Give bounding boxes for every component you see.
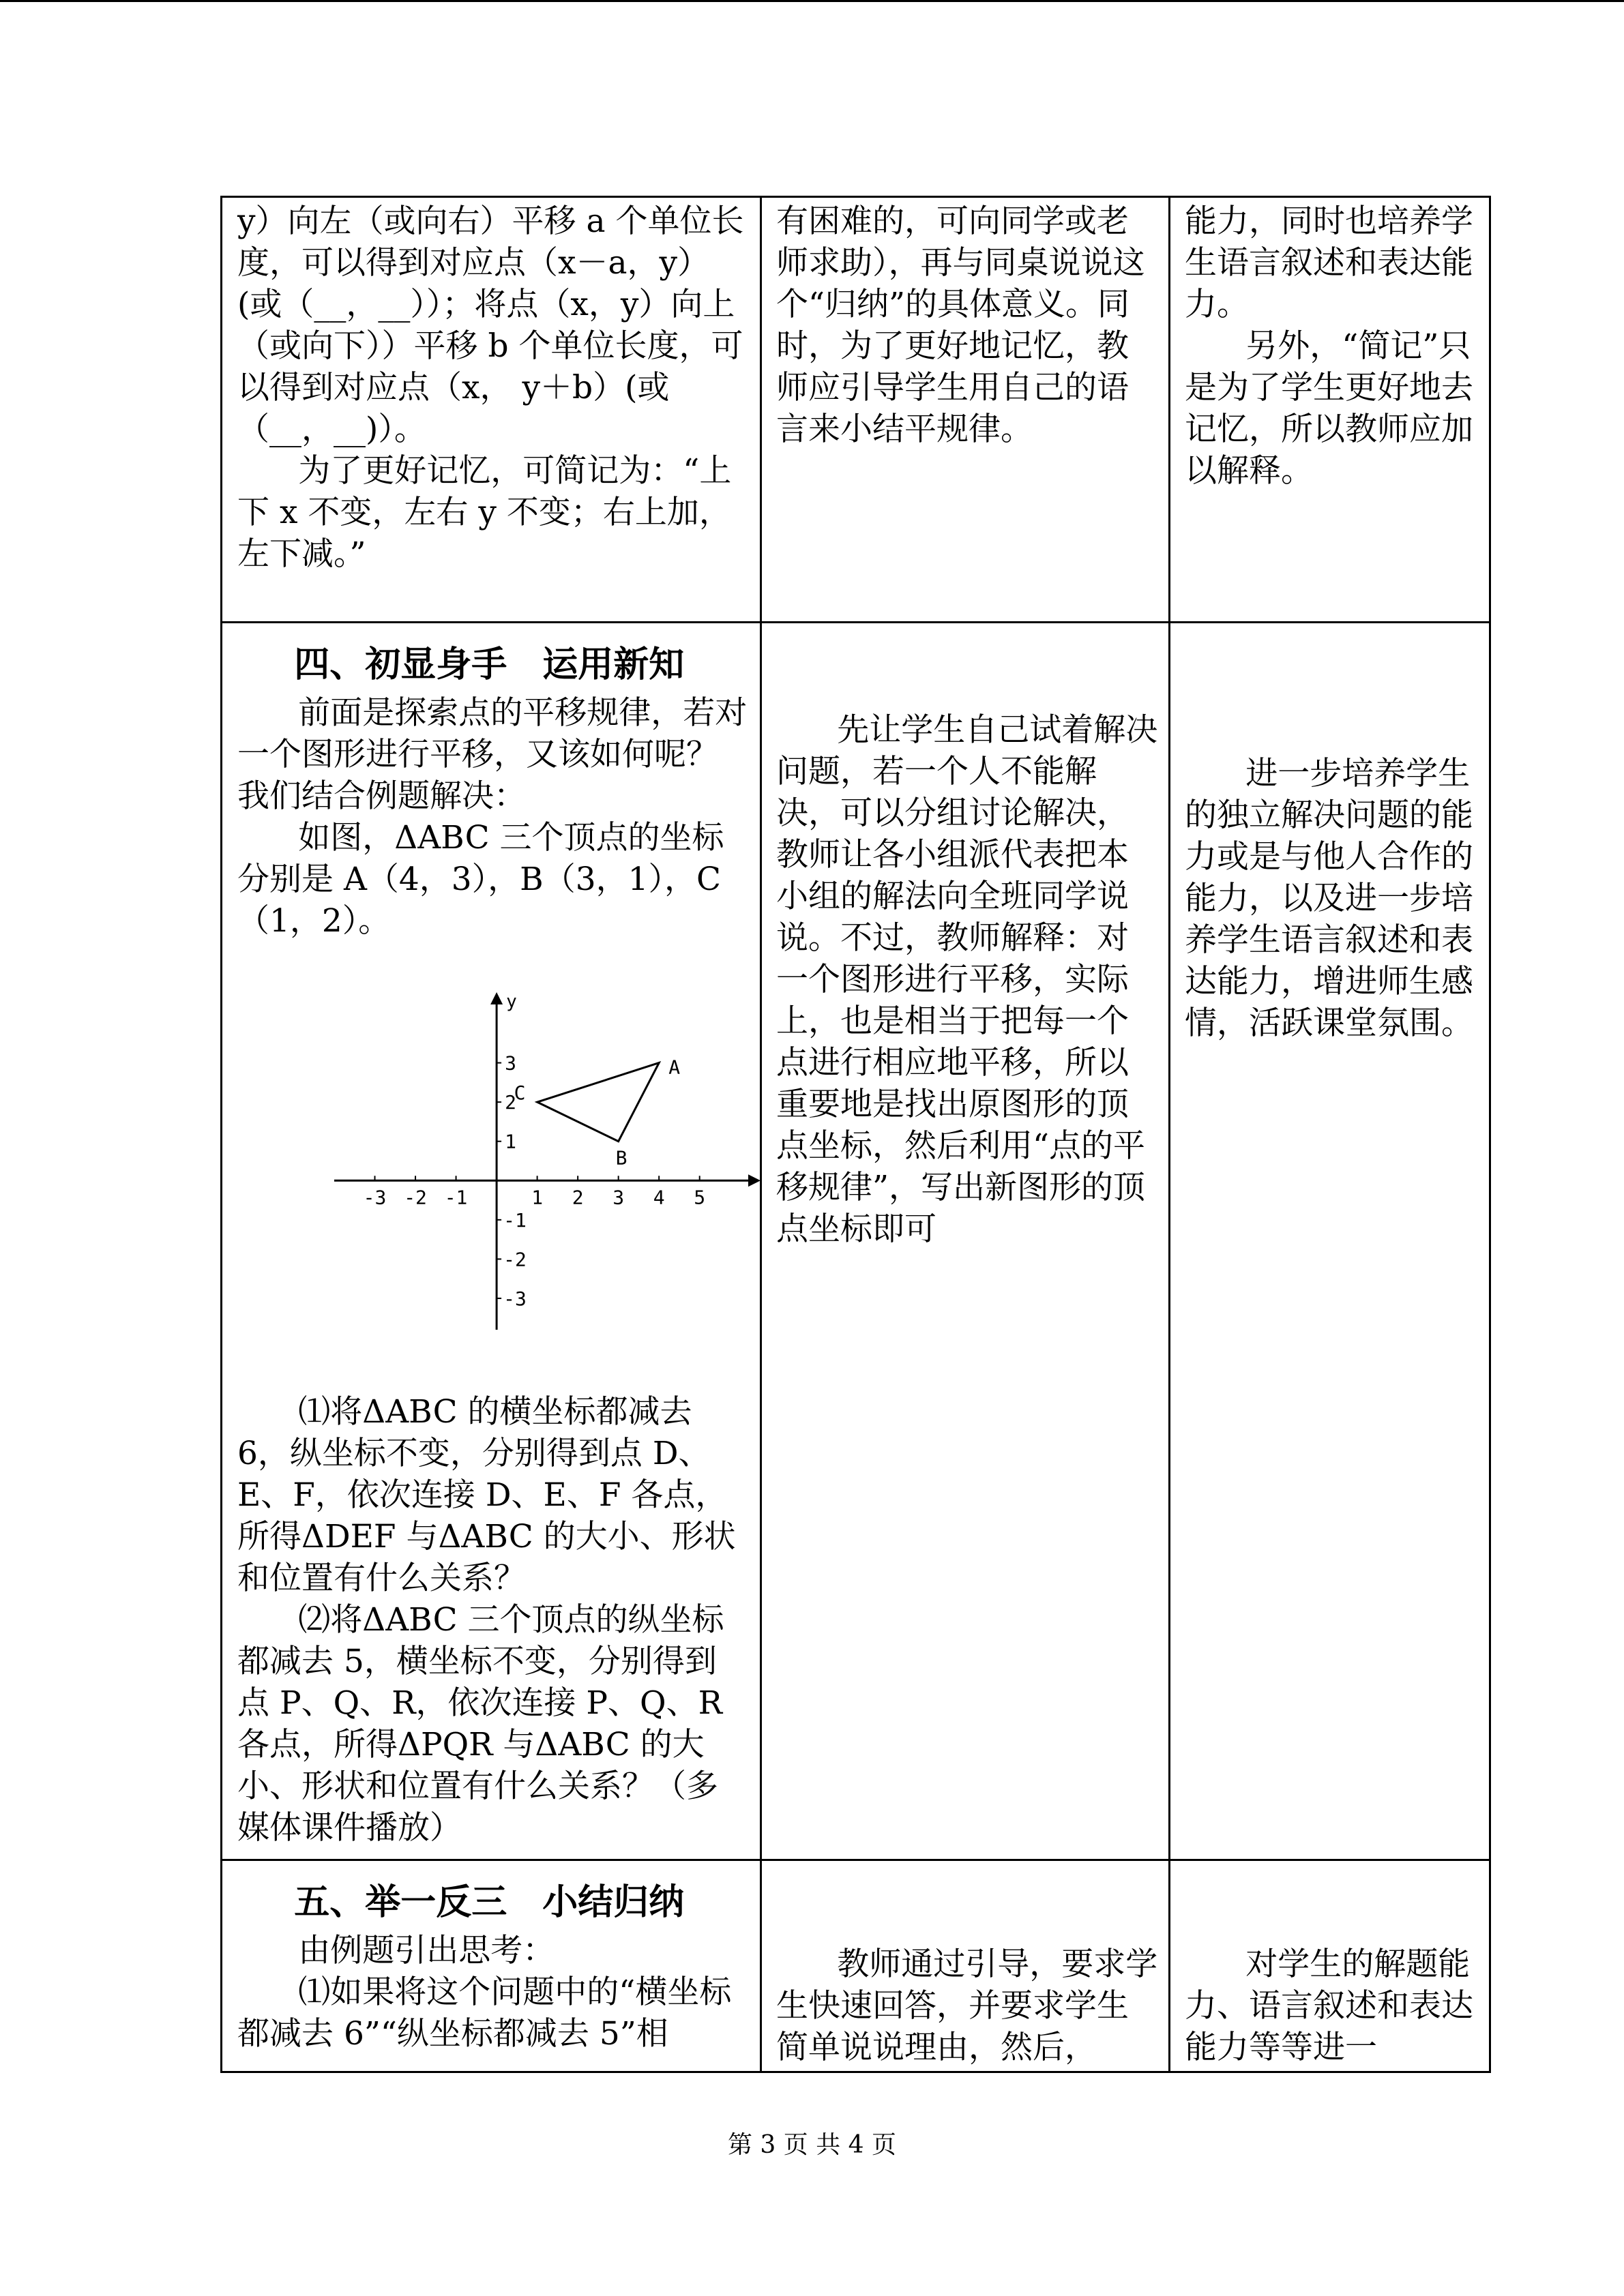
y-tick-label: 2	[505, 1091, 516, 1114]
triangle-outline	[537, 1063, 660, 1142]
row2-col1-para-1: 前面是探索点的平移规律，若对一个图形进行平移，又该如何呢？我们结合例题解决：	[237, 694, 748, 815]
row2-col3-para-1: 进一步培养学生的独立解决问题的能力或是与他人合作的能力，以及进一步培养学生语言叙述和表达能力，增进师生感情，活跃课堂氛围。	[1185, 755, 1473, 1042]
row1-col2	[776, 200, 1158, 450]
row2-col2-para-1: 先让学生自己试着解决问题，若一个人不能解决，可以分组讨论解决，教师让各小组派代表把本小组的解法向全班同学说说。不过，教师解释：对一个图形进行平移，实际上，也是相当于把每一个点进行相应地平移，所以重要地是找出原图形的顶点坐标，然后利用“点的平移规律”，写出新图形的顶点坐标即可	[776, 711, 1158, 1248]
row2-col1-para-2: 如图，ΔABC 三个顶点的坐标分别是 A（4，3），B（3，1），C（1，2）。	[237, 819, 724, 940]
row3-col1-para-2: ⑴如果将这个问题中的“横坐标都减去 6”“纵坐标都减去 5”相	[237, 1973, 732, 2053]
coordinate-plane-figure	[310, 982, 774, 1337]
question-1: ⑴将ΔABC 的横坐标都减去 6，纵坐标不变，分别得到点 D、E、F，依次连接 D、E、F 各点，所得ΔDEF 与ΔABC 的大小、形状和位置有什么关系？	[237, 1393, 736, 1597]
x-tick-label: 5	[694, 1186, 706, 1209]
row-divider-2	[220, 1859, 1491, 1861]
table-border-top	[220, 196, 1491, 198]
table-border-right	[1489, 196, 1491, 2073]
row3-col2	[776, 1943, 1158, 2068]
x-tick-label: -3	[363, 1186, 387, 1209]
y-axis-label: y	[506, 992, 517, 1012]
vertex-label-a: A	[668, 1056, 681, 1079]
table-border-left	[220, 196, 222, 2073]
y-tick-label: -2	[503, 1248, 527, 1271]
row1-col3-para-1: 能力，同时也培养学生语言叙述和表达能力。	[1185, 203, 1473, 323]
row1-col1	[237, 200, 748, 575]
row2-col1-questions	[237, 1391, 748, 1849]
x-tick-label: 4	[653, 1186, 665, 1209]
x-tick-label: 1	[531, 1186, 544, 1209]
row3-col3-para-1: 对学生的解题能力、语言叙述和表达能力等等进一	[1185, 1945, 1473, 2066]
row3-col2-para-1: 教师通过引导，要求学生快速回答，并要求学生简单说说理由，然后，	[776, 1945, 1158, 2066]
row1-col3	[1185, 200, 1477, 492]
y-tick-label: 1	[505, 1130, 516, 1153]
section-heading-5: 五、举一反三 小结归纳	[294, 1882, 685, 1923]
row3-col3	[1185, 1943, 1477, 2068]
row3-col1	[237, 1875, 748, 2055]
x-axis-arrow	[748, 1174, 761, 1187]
x-tick-label: -2	[404, 1186, 427, 1209]
x-tick-label: 3	[612, 1186, 625, 1209]
vertex-label-b: B	[615, 1146, 628, 1169]
row2-col3	[1185, 753, 1477, 1044]
table-border-bottom	[220, 2071, 1491, 2073]
section-heading-4: 四、初显身手 运用新知	[294, 644, 685, 685]
triangle-abc	[514, 1056, 681, 1169]
row1-col2-para-1: 有困难的，可向同学或老师求助），再与同桌说说这个“归纳”的具体意义。同时，为了更好地记忆，教师应引导学生用自己的语言来小结平规律。	[776, 203, 1145, 448]
y-tick-label: -3	[503, 1287, 527, 1310]
page-footer: 第 3 页 共 4 页	[727, 2131, 897, 2159]
row1-col3-para-2: 另外，“简记”只是为了学生更好地去记忆，所以教师应加以解释。	[1185, 327, 1473, 490]
row1-col1-para-2: 为了更好记忆，可简记为：“上下 x 不变，左右 y 不变；右上加，左下减。”	[237, 452, 732, 573]
y-tick-label: -1	[503, 1208, 527, 1232]
y-tick-label: 3	[505, 1052, 516, 1075]
row3-col1-para-1: 由例题引出思考：	[298, 1932, 555, 1969]
row2-col2	[776, 709, 1158, 1250]
row1-col1-para-1: y）向左（或向右）平移 a 个单位长度，可以得到对应点（x－a，y）(或（__，__））；将点（x，y）向上（或向下））平移 b 个单位长度，可以得到对应点（x， y＋b）(或（__，__)）。	[237, 203, 744, 448]
x-tick-label: -1	[444, 1186, 468, 1209]
vertex-label-c: C	[514, 1082, 526, 1105]
x-tick-label: 2	[572, 1186, 584, 1209]
table-divider-2	[1168, 196, 1170, 2073]
question-2: ⑵将ΔABC 三个顶点的纵坐标都减去 5，横坐标不变，分别得到点 P、Q、R，依次连接 P、Q、R 各点，所得ΔPQR 与ΔABC 的大小、形状和位置有什么关系？（多媒体课件播放）	[237, 1601, 724, 1847]
axes	[334, 992, 761, 1330]
y-axis-arrow	[490, 992, 503, 1004]
row-divider-1	[220, 621, 1491, 623]
row2-col1	[237, 638, 748, 942]
